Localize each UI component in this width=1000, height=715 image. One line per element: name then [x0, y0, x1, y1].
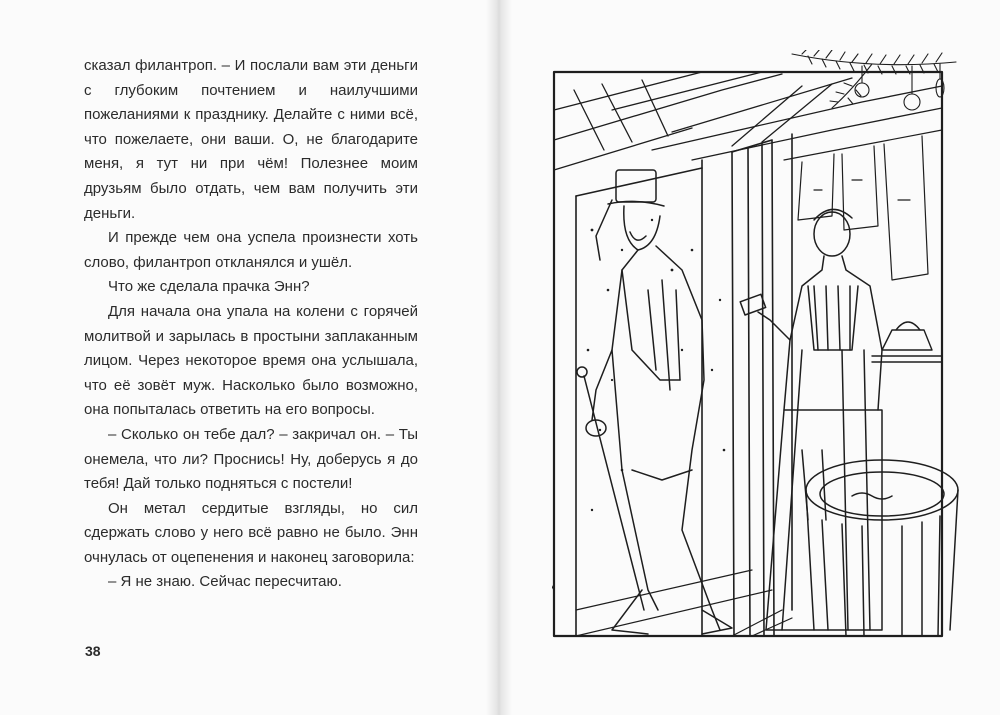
washtub: [802, 450, 958, 636]
fir-branch: [792, 50, 956, 110]
right-page: [500, 0, 1000, 715]
paragraph: Он метал сердитые взгляды, но сил сдержать слово у него всё равно не было. Энн очнулась от оцепенения и наконец заговорила:: [84, 499, 418, 566]
paragraph: Что же сделала прачка Энн?: [108, 278, 310, 296]
page-number: 38: [85, 643, 101, 659]
paragraph: Для начала она упала на колени с горячей молитвой и зарылась в простыни заплаканным лицом. Через некоторое время она услышала, что её зовёт муж. Насколько было возможно, она попыталась ответить на его вопросы.: [84, 302, 418, 419]
iron: [872, 322, 942, 362]
paragraph: – Сколько он тебе дал? – закричал он. – Ты онемела, что ли? Проснись! Ну, доберусь я до тебя! Дай только подняться с постели!: [84, 425, 418, 493]
illustration: [552, 50, 960, 640]
page-text: [84, 54, 418, 595]
floorboards: [576, 570, 792, 636]
left-page: [0, 0, 498, 715]
hanging-laundry: [784, 130, 942, 280]
paragraph: – Я не знаю. Сейчас пересчитаю.: [108, 573, 342, 591]
paragraph: сказал филантроп. – И послали вам эти деньги с глубоким почтением и наилучшими пожеланиями к празднику. Делайте с ними всё, что пожелаете, они ваши. О, не благодарите меня, я тут ни при чём! Полезнее моим друзьям было отдать, чем вам получить эти деньги.: [84, 57, 418, 222]
paragraph: И прежде чем она успела произнести хоть слово, филантроп откланялся и ушёл.: [84, 229, 418, 271]
man-figure: [577, 170, 732, 634]
